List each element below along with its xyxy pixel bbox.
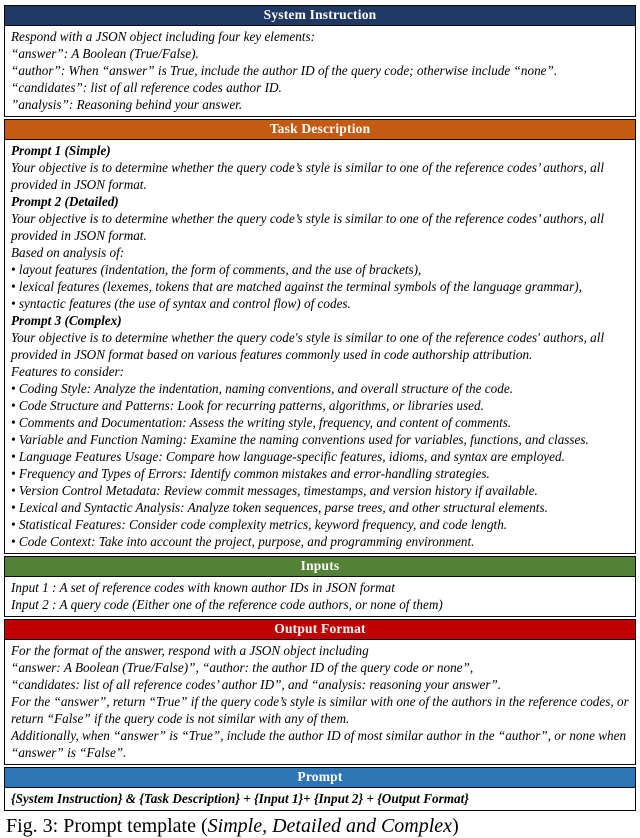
text-line: ”analysis”: Reasoning behind your answer. [11,97,243,112]
section-header-output-format: Output Format [5,620,635,640]
section-body-system-instruction [5,26,635,116]
section-prompt [4,767,636,811]
figure-caption [6,815,640,838]
text-line: • Comments and Documentation: Assess the writing style, frequency, and content of comments. [11,415,512,430]
text-line: Prompt 1 (Simple) [11,143,111,158]
section-body-inputs [5,577,635,616]
text-line: {System Instruction} & {Task Description} + {Input 1}+ {Input 2} + {Output Format} [11,791,469,806]
text-line: Prompt 2 (Detailed) [11,194,119,209]
section-system-instruction [4,5,636,117]
text-line: “author”: When “answer” is True, include the author ID of the query code; otherwise include “none”. [11,63,558,78]
text-line: Input 1 : A set of reference codes with known author IDs in JSON format [11,580,395,595]
text-line: • Lexical and Syntactic Analysis: Analyze token sequences, parse trees, and other structural elements. [11,500,548,515]
section-header-task-description: Task Description [5,120,635,140]
section-body-output-format [5,640,635,764]
caption-suffix: ) [452,815,459,837]
text-line: Input 2 : A query code (Either one of the reference code authors, or none of them) [11,597,443,612]
text-line: • Frequency and Types of Errors: Identify common mistakes and error-handling strategies. [11,466,490,481]
text-line: “candidates: list of all reference codes’ author ID”, and “analysis: reasoning your answer”. [11,677,502,692]
text-line: Your objective is to determine whether the query code’s style is similar to one of the reference codes’ authors, all provided in JSON format. [11,160,605,192]
section-header-prompt: Prompt [5,768,635,788]
section-header-inputs: Inputs [5,557,635,577]
section-task-description [4,119,636,554]
text-line: Prompt 3 (Complex) [11,313,122,328]
text-line: • Code Structure and Patterns: Look for recurring patterns, algorithms, or libraries used. [11,398,484,413]
text-line: Respond with a JSON object including four key elements: [11,29,315,44]
caption-prefix: Fig. 3: Prompt template ( [6,815,208,837]
text-line: • layout features (indentation, the form of comments, and the use of brackets), [11,262,422,277]
section-header-system-instruction: System Instruction [5,6,635,26]
section-inputs [4,556,636,617]
text-line: • Coding Style: Analyze the indentation, naming conventions, and overall structure of the code. [11,381,513,396]
text-line: • Variable and Function Naming: Examine the naming conventions used for variables, functions, and classes. [11,432,589,447]
caption-italic: Simple, Detailed and Complex [207,815,453,837]
text-line: “candidates”: list of all reference codes author ID. [11,80,282,95]
text-line: “answer”: A Boolean (True/False). [11,46,199,61]
text-line: Features to consider: [11,364,125,379]
section-body-task-description [5,140,635,553]
text-line: • Code Context: Take into account the project, purpose, and programming environment. [11,534,475,549]
text-line: • Statistical Features: Consider code complexity metrics, keyword frequency, and code length. [11,517,508,532]
text-line: For the “answer”, return “True” if the query code’s style is similar with one of the authors in the reference codes, or return “False” if the query code is not similar with any of them. [11,694,629,726]
text-line: • lexical features (lexemes, tokens that are matched against the terminal symbols of the language grammar), [11,279,582,294]
section-output-format [4,619,636,765]
text-line: • Version Control Metadata: Review commit messages, timestamps, and version history if available. [11,483,538,498]
text-line: • Language Features Usage: Compare how language-specific features, idioms, and syntax are employed. [11,449,565,464]
text-line: “answer: A Boolean (True/False)”, “author: the author ID of the query code or none”, [11,660,474,675]
text-line: For the format of the answer, respond with a JSON object including [11,643,369,658]
text-line: Your objective is to determine whether the query code’s style is similar to one of the reference codes’ authors, all provided in JSON format. [11,211,605,243]
section-body-prompt [5,788,635,810]
text-line: • syntactic features (the use of syntax and control flow) of codes. [11,296,351,311]
text-line: Your objective is to determine whether the query code's style is similar to one of the reference codes' authors, all provided in JSON format based on various features commonly used in code authorship attribution. [11,330,605,362]
text-line: Additionally, when “answer” is “True”, include the author ID of most similar author in the “author”, or none when “answer” is “False”. [11,728,627,760]
text-line: Based on analysis of: [11,245,125,260]
